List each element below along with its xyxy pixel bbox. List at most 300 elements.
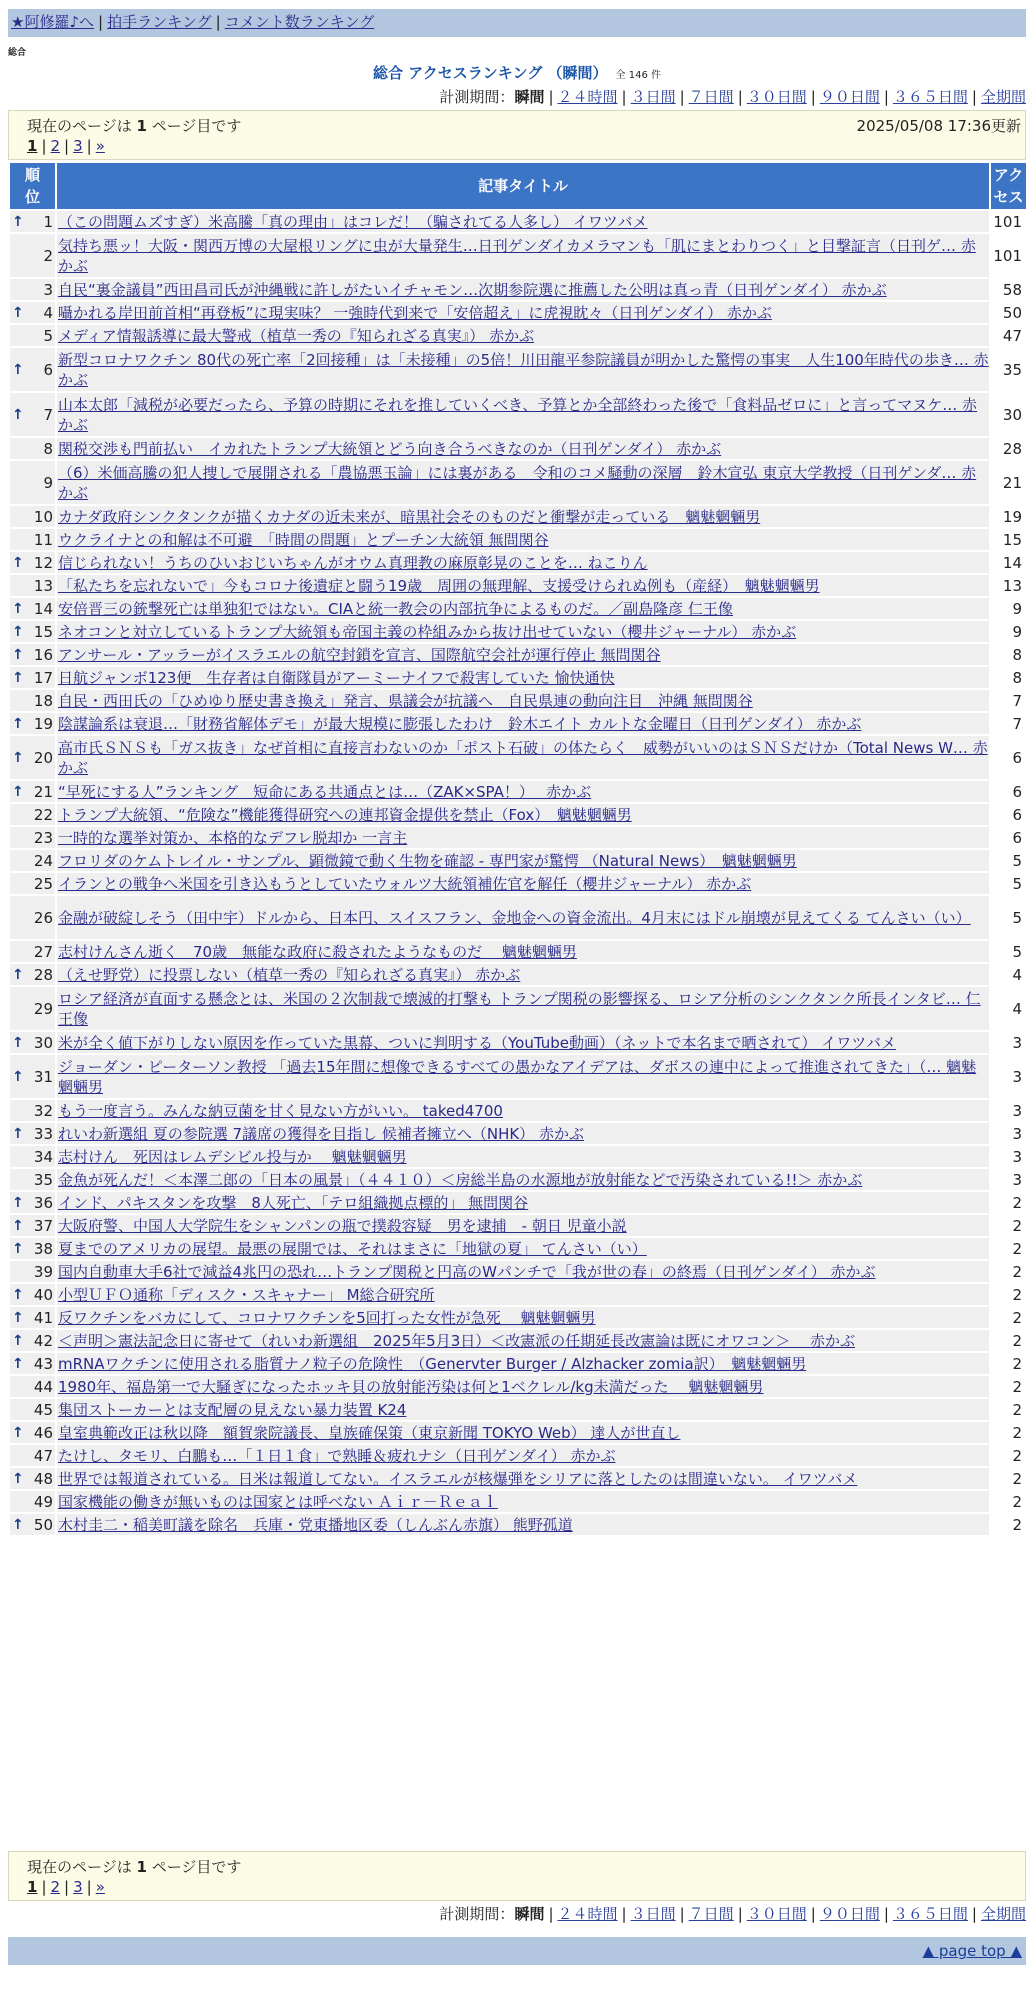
current-page-number: 1 (136, 1858, 147, 1876)
rank-up-arrow-icon: ↑ (12, 1332, 24, 1349)
home-link[interactable]: ★阿修羅♪へ (11, 13, 95, 31)
article-title-link[interactable]: 「私たちを忘れないで」今もコロナ後遺症と闘う19歳 周囲の無理解、支援受けられぬ例も（産経） 魑魅魍魎男 (58, 576, 820, 595)
page-link-1[interactable]: 3 (73, 1878, 83, 1896)
rank-number: 43 (33, 1354, 53, 1373)
table-row (10, 690, 1026, 711)
access-count: 5 (991, 896, 1026, 939)
title-cell (57, 736, 989, 779)
rank-cell (10, 987, 55, 1030)
rank-cell (10, 1169, 55, 1190)
rank-number: 41 (33, 1308, 53, 1327)
title-cell (57, 1146, 989, 1167)
rank-cell (10, 1055, 55, 1098)
access-count: 6 (991, 827, 1026, 848)
article-title-link[interactable]: 集団ストーカーとは支配層の見えない暴力装置 K24 (58, 1400, 407, 1419)
current-page-number: 1 (136, 117, 147, 135)
access-count: 3 (991, 1055, 1026, 1098)
rank-number: 45 (33, 1400, 53, 1419)
access-count: 9 (991, 598, 1026, 619)
rank-number: 24 (33, 851, 53, 870)
rank-cell (10, 279, 55, 300)
table-row (10, 804, 1026, 825)
access-count: 2 (991, 1330, 1026, 1351)
rank-cell (10, 348, 55, 391)
access-count: 50 (991, 302, 1026, 323)
title-cell (57, 393, 989, 436)
rank-number: 10 (33, 507, 53, 526)
rank-cell (10, 804, 55, 825)
access-count: 6 (991, 804, 1026, 825)
article-title-link[interactable]: インド、パキスタンを攻撃 8人死亡、「テロ組織拠点標的」 無問関谷 (58, 1193, 529, 1212)
title-cell (57, 1399, 989, 1420)
access-count: 2 (991, 1307, 1026, 1328)
article-title-link[interactable]: 大阪府警、中国人大学院生をシャンパンの瓶で撲殺容疑 男を逮捕 - 朝日 児童小説 (58, 1216, 627, 1235)
rank-cell (10, 1238, 55, 1259)
article-title-link[interactable]: ネオコンと対立しているトランプ大統領も帝国主義の枠組みから抜け出せていない（櫻井ジャーナル） 赤かぶ (58, 622, 797, 641)
rank-cell (10, 1468, 55, 1489)
table-row (10, 667, 1026, 688)
article-title-link[interactable]: mRNAワクチンに使用される脂質ナノ粒子の危険性 （Genervter Burger / Alzhacker zomia訳） 魑魅魍魎男 (58, 1354, 807, 1373)
article-title-link[interactable]: （6）米価高騰の犯人捜しで展開される「農協悪玉論」には裏がある 令和のコメ騒動の深層 鈴木宣弘 東京大学教授（日刊ゲンダ… 赤かぶ (58, 463, 977, 502)
article-title-link[interactable]: 一時的な選挙対策か、本格的なデフレ脱却か 一言主 (58, 828, 408, 847)
pager-bottom (8, 1851, 1026, 1901)
rank-up-arrow-icon: ↑ (12, 304, 24, 321)
rank-cell (10, 1376, 55, 1397)
access-count: 6 (991, 781, 1026, 802)
page-link-0[interactable]: 2 (50, 137, 61, 155)
rank-up-arrow-icon: ↑ (12, 361, 24, 378)
current-page-suffix: ページ目です (146, 1858, 242, 1876)
title-cell (57, 667, 989, 688)
table-row (10, 1261, 1026, 1282)
rank-number: 31 (33, 1067, 53, 1086)
article-title-link[interactable]: 陰謀論系は衰退…「財務省解体デモ」が最大規模に膨張したわけ 鈴木エイト カルトな金曜日（日刊ゲンダイ） 赤かぶ (58, 714, 862, 733)
table-row (10, 302, 1026, 323)
table-row (10, 827, 1026, 848)
rank-cell (10, 781, 55, 802)
rank-number: 23 (33, 828, 53, 847)
access-count: 2 (991, 1445, 1026, 1466)
table-row (10, 736, 1026, 779)
access-count: 19 (991, 506, 1026, 527)
page-separator: | (64, 137, 70, 155)
period-option-0[interactable]: ２４時間 (557, 1905, 618, 1923)
rank-number: 14 (33, 599, 53, 618)
rank-cell (10, 302, 55, 323)
page-link-2[interactable]: » (95, 1878, 105, 1896)
access-count: 5 (991, 850, 1026, 871)
access-count: 21 (991, 461, 1026, 504)
rank-cell (10, 1215, 55, 1236)
period-option-6[interactable]: 全期間 (980, 1905, 1026, 1923)
title-cell (57, 850, 989, 871)
table-row (10, 1307, 1026, 1328)
rank-up-arrow-icon: ↑ (12, 1125, 24, 1142)
rank-number: 6 (43, 360, 53, 379)
period-option-1[interactable]: ３日間 (630, 88, 676, 106)
table-row (10, 348, 1026, 391)
table-row (10, 1399, 1026, 1420)
rank-number: 12 (33, 553, 53, 572)
article-title-link[interactable]: 自民・西田氏の「ひめゆり歴史書き換え」発言、県議会が抗議へ 自民県連の動向注目 沖縄 無問関谷 (58, 691, 753, 710)
period-separator: | (810, 1905, 816, 1923)
period-separator: | (679, 88, 685, 106)
article-title-link[interactable]: フロリダのケムトレイル・サンプル、顕微鏡で動く生物を確認 - 専門家が驚愕 （Natural News） 魑魅魍魎男 (58, 851, 797, 870)
period-option-5[interactable]: ３６５日間 (892, 1905, 968, 1923)
title-cell (57, 598, 989, 619)
rank-up-arrow-icon: ↑ (12, 600, 24, 617)
access-count: 2 (991, 1468, 1026, 1489)
table-row (10, 896, 1026, 939)
article-title-link[interactable]: ジョーダン・ピーターソン教授 「過去15年間に想像できるすべての愚かなアイデアは、ダボスの連中によって推進されてきた」（… 魑魅魍魎男 (58, 1057, 977, 1096)
page-current: 1 (27, 137, 38, 155)
title-cell (57, 348, 989, 391)
table-row (10, 575, 1026, 596)
rank-cell (10, 1192, 55, 1213)
table-row (10, 1055, 1026, 1098)
title-cell (57, 1376, 989, 1397)
article-title-link[interactable]: 国内自動車大手6社で減益4兆円の恐れ…トランプ関税と円高のWパンチで「我が世の春」の終焉（日刊ゲンダイ） 赤かぶ (58, 1262, 876, 1281)
article-title-link[interactable]: カナダ政府シンクタンクが描くカナダの近未来が、暗黒社会そのものだと衝撃が走っている 魑魅魍魎男 (58, 507, 761, 526)
rank-number: 17 (33, 668, 53, 687)
article-title-link[interactable]: 高市氏ＳＮＳも「ガス抜き」なぜ首相に直接言わないのか「ポスト石破」の体たらく 威勢がいいのはＳＮＳだけか（Total News W… 赤かぶ (58, 738, 988, 777)
table-row (10, 1376, 1026, 1397)
table-row (10, 1468, 1026, 1489)
table-row (10, 506, 1026, 527)
title-cell (57, 1238, 989, 1259)
current-page-prefix: 現在のページは (27, 1858, 137, 1876)
article-title-link[interactable]: トランプ大統領、“危険な”機能獲得研究への連邦資金提供を禁止（Fox） 魑魅魍魎男 (58, 805, 632, 824)
article-title-link[interactable]: 夏までのアメリカの展望。最悪の展開では、それはまさに「地獄の夏」 てんさい（い） (58, 1239, 647, 1258)
article-title-link[interactable]: 気持ち悪ッ！大阪・関西万博の大屋根リングに虫が大量発生…日刊ゲンダイカメラマンも「肌にまとわりつく」と目撃証言（日刊ゲ… 赤かぶ (58, 236, 976, 275)
article-title-link[interactable]: 日航ジャンボ123便 生存者は自衛隊員がアーミーナイフで殺害していた 愉快通快 (58, 668, 615, 687)
table-row (10, 621, 1026, 642)
rank-cell (10, 964, 55, 985)
title-cell (57, 1169, 989, 1190)
access-count: 5 (991, 873, 1026, 894)
access-count: 3 (991, 1169, 1026, 1190)
article-title-link[interactable]: 米が全く値下がりしない原因を作っていた黒幕、ついに判明する（YouTube動画）（ネットで本名まで晒されて） イワツバメ (58, 1033, 896, 1052)
access-header: アクセス (991, 163, 1026, 209)
table-row (10, 1238, 1026, 1259)
rank-number: 13 (33, 576, 53, 595)
access-count: 3 (991, 1123, 1026, 1144)
title-cell (57, 211, 989, 232)
title-cell (57, 781, 989, 802)
period-option-4[interactable]: ９０日間 (819, 1905, 880, 1923)
article-title-link[interactable]: （この問題ムズすぎ）米高騰「真の理由」はコレだ！（騙されてる人多し） イワツバメ (58, 212, 648, 231)
table-row (10, 1146, 1026, 1167)
title-cell (57, 644, 989, 665)
rank-number: 8 (43, 439, 53, 458)
period-option-6[interactable]: 全期間 (980, 88, 1026, 106)
nav-separator: | (215, 13, 221, 31)
rank-cell (10, 1100, 55, 1121)
rank-number: 11 (33, 530, 53, 549)
article-title-link[interactable]: 山本太郎「減税が必要だったら、予算の時期にそれを推していくべき、予算とか全部終わった後で「食料品ゼロに」と言ってマヌケ… 赤かぶ (58, 395, 978, 434)
rank-cell (10, 736, 55, 779)
rank-up-arrow-icon: ↑ (12, 783, 24, 800)
rank-number: 26 (33, 908, 53, 927)
article-title-link[interactable]: 小型ＵＦＯ通称「ディスク・スキャナー」 M総合研究所 (58, 1285, 435, 1304)
article-title-link[interactable]: 信じられない！うちのひいおじいちゃんがオウム真理教の麻原彰晃のことを… ねこりん (58, 553, 648, 572)
access-count: 2 (991, 1284, 1026, 1305)
access-count: 3 (991, 1100, 1026, 1121)
article-title-link[interactable]: 関税交渉も門前払い イカれたトランプ大統領とどう向き合うべきなのか（日刊ゲンダイ） 赤かぶ (58, 439, 722, 458)
title-cell (57, 1445, 989, 1466)
table-row (10, 713, 1026, 734)
article-title-link[interactable]: 安倍晋三の銃撃死亡は単独犯ではない。CIAと統一教会の内部抗争によるものだ。／副島隆彦 仁王像 (58, 599, 733, 618)
access-count: 8 (991, 644, 1026, 665)
article-title-link[interactable]: 金魚が死んだ！＜本澤二郎の「日本の風景」（４４１０）＜房総半島の水源地が放射能などで汚染されている!!＞ 赤かぶ (58, 1170, 863, 1189)
table-row (10, 461, 1026, 504)
article-title-link[interactable]: 志村けん 死因はレムデシビル投与か 魑魅魍魎男 (58, 1147, 407, 1166)
rank-number: 7 (43, 405, 53, 424)
title-cell (57, 621, 989, 642)
period-option-5[interactable]: ３６５日間 (892, 88, 968, 106)
rank-number: 27 (33, 942, 53, 961)
period-separator: | (679, 1905, 685, 1923)
access-count: 9 (991, 621, 1026, 642)
article-title-link[interactable]: （えせ野党）に投票しない（植草一秀の『知られざる真実』） 赤かぶ (58, 965, 521, 984)
period-option-1[interactable]: ３日間 (630, 1905, 676, 1923)
access-count: 2 (991, 1215, 1026, 1236)
rank-cell (10, 690, 55, 711)
rank-up-arrow-icon: ↑ (12, 966, 24, 983)
rank-up-arrow-icon: ↑ (12, 406, 24, 423)
title-cell (57, 1032, 989, 1053)
bottom-bar (8, 1937, 1026, 1965)
page-link-1[interactable]: 3 (73, 137, 83, 155)
rank-up-arrow-icon: ↑ (12, 1286, 24, 1303)
period-separator: | (548, 1905, 554, 1923)
period-separator: | (883, 88, 889, 106)
access-count: 2 (991, 1376, 1026, 1397)
period-separator: | (737, 88, 743, 106)
article-title-link[interactable]: れいわ新選組 夏の参院選 7議席の獲得を目指し 候補者擁立へ（NHK） 赤かぶ (58, 1124, 584, 1143)
article-title-link[interactable]: ロシア経済が直面する懸念とは、米国の２次制裁で壊滅的打撃も トランプ関税の影響探る、ロシア分析のシンクタンク所長インタビ… 仁王像 (58, 989, 981, 1028)
rank-number: 48 (33, 1469, 53, 1488)
rank-up-arrow-icon: ↑ (12, 1034, 24, 1051)
title-cell (57, 1123, 989, 1144)
period-option-3[interactable]: ３０日間 (746, 1905, 807, 1923)
period-separator: | (971, 88, 977, 106)
article-title-link[interactable]: 金融が破綻しそう（田中宇）ドルから、日本円、スイスフラン、金地金への資金流出。4月末にはドル崩壊が見えてくる てんさい（い） (58, 908, 971, 927)
page-link-0[interactable]: 2 (50, 1878, 61, 1896)
period-option-2[interactable]: ７日間 (688, 1905, 734, 1923)
period-option-4[interactable]: ９０日間 (819, 88, 880, 106)
article-title-link[interactable]: ＜声明＞憲法記念日に寄せて（れいわ新選組 2025年5月3日）＜改憲派の任期延長改憲論は既にオワコン＞ 赤かぶ (58, 1331, 856, 1350)
rank-cell (10, 1261, 55, 1282)
rank-up-arrow-icon: ↑ (12, 1516, 24, 1533)
title-cell (57, 1491, 989, 1512)
rank-number: 18 (33, 691, 53, 710)
page-separator: | (64, 1878, 70, 1896)
article-title-link[interactable]: もう一度言う。みんな納豆菌を甘く見ない方がいい。 taked4700 (58, 1101, 503, 1120)
title-cell (57, 552, 989, 573)
title-cell (57, 713, 989, 734)
table-row (10, 234, 1026, 277)
title-cell (57, 1215, 989, 1236)
title-cell (57, 1330, 989, 1351)
article-title-link[interactable]: 囁かれる岸田前首相“再登板”に現実味？ 一強時代到来で「安倍超え」に虎視眈々（日刊ゲンダイ） 赤かぶ (58, 303, 772, 322)
rank-number: 19 (33, 714, 53, 733)
rank-cell (10, 667, 55, 688)
period-selector-bottom (8, 1904, 1026, 1924)
rank-cell (10, 1330, 55, 1351)
rank-up-arrow-icon: ↑ (12, 1068, 24, 1085)
article-title-link[interactable]: メディア情報誘導に最大警戒（植草一秀の『知られざる真実』） 赤かぶ (58, 326, 535, 345)
rank-cell (10, 1123, 55, 1144)
rank-cell (10, 211, 55, 232)
rank-up-arrow-icon: ↑ (12, 646, 24, 663)
table-row (10, 781, 1026, 802)
access-count: 3 (991, 1146, 1026, 1167)
title-cell (57, 1055, 989, 1098)
rank-cell (10, 1032, 55, 1053)
article-title-link[interactable]: 志村けんさん逝く 70歳 無能な政府に殺されたようなものだ 魑魅魍魎男 (58, 942, 577, 961)
page-links (27, 137, 105, 155)
rank-number: 28 (33, 965, 53, 984)
table-row (10, 1284, 1026, 1305)
title-cell (57, 325, 989, 346)
rank-number: 42 (33, 1331, 53, 1350)
table-row (10, 1330, 1026, 1351)
period-separator: | (810, 88, 816, 106)
rank-cell (10, 827, 55, 848)
access-count: 7 (991, 690, 1026, 711)
title-cell (57, 234, 989, 277)
period-separator: | (548, 88, 554, 106)
access-count: 2 (991, 1491, 1026, 1512)
table-row (10, 1192, 1026, 1213)
rank-number: 40 (33, 1285, 53, 1304)
rank-cell (10, 1284, 55, 1305)
title-header: 記事タイトル (57, 163, 989, 209)
article-title-link[interactable]: 自民“裏金議員”西田昌司氏が沖縄戦に許しがたいイチャモン…次期参院選に推薦した公明は真っ青（日刊ゲンダイ） 赤かぶ (58, 280, 887, 299)
period-option-0[interactable]: ２４時間 (557, 88, 618, 106)
page-separator: | (86, 1878, 92, 1896)
rank-number: 4 (43, 303, 53, 322)
rank-number: 29 (33, 999, 53, 1018)
rank-number: 20 (33, 748, 53, 767)
table-row (10, 1215, 1026, 1236)
table-row (10, 529, 1026, 550)
current-page-text (27, 1856, 241, 1877)
rank-up-arrow-icon: ↑ (12, 715, 24, 732)
article-title-link[interactable]: 国家機能の働きが無いものは国家とは呼べない Ａｉｒ－Ｒｅａｌ (58, 1492, 498, 1511)
rank-number: 35 (33, 1170, 53, 1189)
rank-number: 16 (33, 645, 53, 664)
period-separator: | (883, 1905, 889, 1923)
current-page-text (27, 115, 241, 136)
access-count: 6 (991, 736, 1026, 779)
article-title-link[interactable]: イランとの戦争へ米国を引き込もうとしていたウォルツ大統領補佐官を解任（櫻井ジャーナル） 赤かぶ (58, 874, 752, 893)
title-cell (57, 575, 989, 596)
article-title-link[interactable]: “早死にする人”ランキング 短命にある共通点とは…（ZAK×SPA！） 赤かぶ (58, 782, 592, 801)
ranking-table (8, 161, 1028, 1537)
page-link-2[interactable]: » (95, 137, 105, 155)
title-cell (57, 279, 989, 300)
article-title-link[interactable]: たけし、タモリ、白鵬も…「１日１食」で熟睡＆疲れナシ（日刊ゲンダイ） 赤かぶ (58, 1446, 616, 1465)
access-count: 4 (991, 987, 1026, 1030)
table-row (10, 1169, 1026, 1190)
rank-cell (10, 234, 55, 277)
article-title-link[interactable]: 皇室典範改正は秋以降 額賀衆院議長、皇族確保策（東京新聞 TOKYO Web） 達人が世直し (58, 1423, 681, 1442)
access-count: 58 (991, 279, 1026, 300)
period-option-3[interactable]: ３０日間 (746, 88, 807, 106)
table-row (10, 1491, 1026, 1512)
rank-number: 50 (33, 1515, 53, 1534)
period-separator: | (621, 88, 627, 106)
period-current: 瞬間 (514, 1905, 545, 1923)
rank-up-arrow-icon: ↑ (12, 1355, 24, 1372)
page-separator: | (86, 137, 92, 155)
access-count: 2 (991, 1192, 1026, 1213)
article-title-link[interactable]: 反ワクチンをバカにして、コロナワクチンを5回打った女性が急死 魑魅魍魎男 (58, 1308, 596, 1327)
rank-number: 47 (33, 1446, 53, 1465)
rank-cell (10, 438, 55, 459)
comment-ranking-link[interactable]: コメント数ランキング (224, 13, 375, 31)
access-count: 101 (991, 211, 1026, 232)
rank-cell (10, 1445, 55, 1466)
rank-up-arrow-icon: ↑ (12, 554, 24, 571)
article-title-link[interactable]: 1980年、福島第一で大騒ぎになったホッキ貝の放射能汚染は何と1ベクレル/kg未満だった 魑魅魍魎男 (58, 1377, 764, 1396)
rank-number: 22 (33, 805, 53, 824)
page-top-link[interactable]: ▲ page top ▲ (922, 1942, 1022, 1960)
table-row (10, 1445, 1026, 1466)
period-option-2[interactable]: ７日間 (688, 88, 734, 106)
title-cell (57, 1284, 989, 1305)
ranking-title: 総合 アクセスランキング （瞬間） (373, 64, 608, 82)
rank-cell (10, 552, 55, 573)
title-cell (57, 461, 989, 504)
access-count: 5 (991, 941, 1026, 962)
article-title-link[interactable]: 木村圭二・稲美町議を除名 兵庫・党東播地区委（しんぶん赤旗） 熊野孤道 (58, 1515, 573, 1534)
page-links (27, 1878, 105, 1896)
period-label: 計測期間： (439, 1905, 515, 1923)
rank-number: 2 (43, 246, 53, 265)
article-title-link[interactable]: ウクライナとの和解は不可避 「時間の問題」とプーチン大統領 無問関谷 (58, 530, 549, 549)
rank-cell (10, 941, 55, 962)
ranking-title-row (8, 62, 1026, 83)
title-cell (57, 1353, 989, 1374)
rank-cell (10, 575, 55, 596)
rank-cell (10, 529, 55, 550)
rank-cell (10, 506, 55, 527)
table-header-row (10, 163, 1026, 209)
access-count: 101 (991, 234, 1026, 277)
title-cell (57, 1307, 989, 1328)
title-cell (57, 1261, 989, 1282)
article-title-link[interactable]: 新型コロナワクチン 80代の死亡率「2回接種」は「未接種」の5倍！川田龍平参院議員が明かした驚愕の事実 人生100年時代の歩き… 赤かぶ (58, 350, 989, 389)
page-current: 1 (27, 1878, 38, 1896)
table-row (10, 964, 1026, 985)
access-count: 2 (991, 1399, 1026, 1420)
applause-ranking-link[interactable]: 拍手ランキング (107, 13, 212, 31)
rank-number: 34 (33, 1147, 53, 1166)
table-row (10, 1353, 1026, 1374)
title-cell (57, 873, 989, 894)
pager-top (8, 110, 1026, 160)
article-title-link[interactable]: アンサール・アッラーがイスラエルの航空封鎖を宣言、国際航空会社が運行停止 無問関谷 (58, 645, 661, 664)
table-row (10, 598, 1026, 619)
article-title-link[interactable]: 世界では報道されている。日米は報道してない。イスラエルが核爆弾をシリアに落としたのは間違いない。 イワツバメ (58, 1469, 858, 1488)
rank-up-arrow-icon: ↑ (12, 1217, 24, 1234)
title-cell (57, 1422, 989, 1443)
rank-cell (10, 850, 55, 871)
period-separator: | (971, 1905, 977, 1923)
